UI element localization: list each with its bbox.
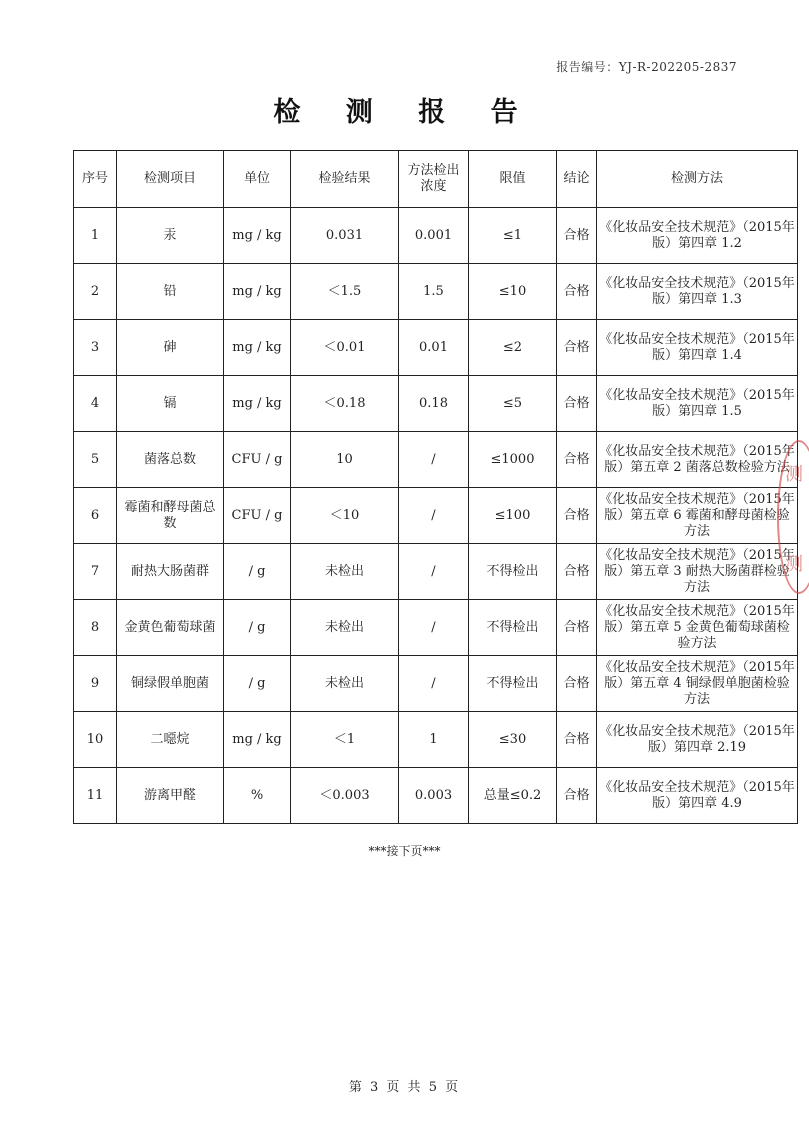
cell-result: 未检出: [291, 656, 399, 712]
cell-item: 金黄色葡萄球菌: [117, 600, 224, 656]
cell-method: 《化妆品安全技术规范》（2015年版）第五章 4 铜绿假单胞菌检验方法: [597, 656, 798, 712]
cell-method: 《化妆品安全技术规范》（2015年版）第五章 6 霉菌和酵母菌检验方法: [597, 488, 798, 544]
cell-unit: / g: [224, 544, 291, 600]
header-cell-result: 检验结果: [291, 151, 399, 208]
cell-detection-limit: /: [399, 488, 469, 544]
cell-limit: ≤30: [469, 712, 557, 768]
cell-method: 《化妆品安全技术规范》（2015年版）第四章 2.19: [597, 712, 798, 768]
table-row: [74, 320, 798, 376]
cell-detection-limit: 1.5: [399, 264, 469, 320]
cell-detection-limit: /: [399, 544, 469, 600]
cell-result: ＜0.003: [291, 768, 399, 824]
cell-detection-limit: 1: [399, 712, 469, 768]
cell-method: 《化妆品安全技术规范》（2015年版）第五章 2 菌落总数检验方法: [597, 432, 798, 488]
header-cell-method: 检测方法: [597, 151, 798, 208]
cell-limit: 总量≤0.2: [469, 768, 557, 824]
table-row: [74, 488, 798, 544]
cell-result: ＜1.5: [291, 264, 399, 320]
cell-conclusion: 合格: [557, 768, 597, 824]
cell-method: 《化妆品安全技术规范》（2015年版）第四章 1.4: [597, 320, 798, 376]
cell-item: 霉菌和酵母菌总数: [117, 488, 224, 544]
cell-limit: ≤5: [469, 376, 557, 432]
report-number: 报告编号：YJ-R-202205-2837: [556, 60, 737, 74]
cell-limit: 不得检出: [469, 656, 557, 712]
cell-method: 《化妆品安全技术规范》（2015年版）第四章 4.9: [597, 768, 798, 824]
cell-detection-limit: /: [399, 656, 469, 712]
page-title: 检 测 报 告: [273, 97, 536, 128]
cell-index: 4: [74, 376, 117, 432]
cell-unit: %: [224, 768, 291, 824]
header-cell-unit: 单位: [224, 151, 291, 208]
cell-result: ＜10: [291, 488, 399, 544]
cell-unit: mg / kg: [224, 712, 291, 768]
cell-method: 《化妆品安全技术规范》（2015年版）第四章 1.2: [597, 208, 798, 264]
results-table: [73, 150, 798, 824]
cell-conclusion: 合格: [557, 712, 597, 768]
seal-char: 测: [785, 554, 803, 575]
table-row: [74, 264, 798, 320]
cell-limit: 不得检出: [469, 600, 557, 656]
table-row: [74, 376, 798, 432]
cell-index: 8: [74, 600, 117, 656]
seal-char: 测: [785, 464, 803, 485]
cell-limit: ≤1000: [469, 432, 557, 488]
cell-conclusion: 合格: [557, 544, 597, 600]
cell-index: 9: [74, 656, 117, 712]
cell-unit: CFU / g: [224, 432, 291, 488]
cell-result: 0.031: [291, 208, 399, 264]
cell-item: 镉: [117, 376, 224, 432]
cell-conclusion: 合格: [557, 432, 597, 488]
cell-index: 7: [74, 544, 117, 600]
cell-unit: mg / kg: [224, 320, 291, 376]
header-cell-detection-limit: 方法检出浓度: [399, 151, 469, 208]
cell-index: 5: [74, 432, 117, 488]
cell-index: 3: [74, 320, 117, 376]
cell-conclusion: 合格: [557, 320, 597, 376]
table-row: [74, 600, 798, 656]
table-row: [74, 544, 798, 600]
header-cell-item: 检测项目: [117, 151, 224, 208]
continue-note: ***接下页***: [368, 844, 441, 858]
cell-detection-limit: /: [399, 432, 469, 488]
cell-index: 11: [74, 768, 117, 824]
header-cell-index: 序号: [74, 151, 117, 208]
cell-conclusion: 合格: [557, 656, 597, 712]
cell-unit: mg / kg: [224, 376, 291, 432]
cell-conclusion: 合格: [557, 376, 597, 432]
table-body: [74, 208, 798, 824]
cell-item: 铅: [117, 264, 224, 320]
cell-method: 《化妆品安全技术规范》（2015年版）第五章 3 耐热大肠菌群检验方法: [597, 544, 798, 600]
cell-item: 耐热大肠菌群: [117, 544, 224, 600]
cell-unit: mg / kg: [224, 208, 291, 264]
cell-item: 菌落总数: [117, 432, 224, 488]
cell-limit: 不得检出: [469, 544, 557, 600]
cell-index: 1: [74, 208, 117, 264]
cell-conclusion: 合格: [557, 208, 597, 264]
cell-method: 《化妆品安全技术规范》（2015年版）第四章 1.5: [597, 376, 798, 432]
cell-result: ＜0.18: [291, 376, 399, 432]
table-row: [74, 432, 798, 488]
cell-limit: ≤100: [469, 488, 557, 544]
cell-method: 《化妆品安全技术规范》（2015年版）第四章 1.3: [597, 264, 798, 320]
table-row: [74, 768, 798, 824]
cell-limit: ≤2: [469, 320, 557, 376]
cell-limit: ≤1: [469, 208, 557, 264]
cell-unit: CFU / g: [224, 488, 291, 544]
cell-limit: ≤10: [469, 264, 557, 320]
cell-conclusion: 合格: [557, 600, 597, 656]
cell-result: 未检出: [291, 600, 399, 656]
cell-result: ＜0.01: [291, 320, 399, 376]
table-row: [74, 712, 798, 768]
cell-detection-limit: 0.18: [399, 376, 469, 432]
cell-index: 2: [74, 264, 117, 320]
header-cell-conclusion: 结论: [557, 151, 597, 208]
cell-item: 铜绿假单胞菌: [117, 656, 224, 712]
header-cell-limit: 限值: [469, 151, 557, 208]
cell-index: 10: [74, 712, 117, 768]
cell-conclusion: 合格: [557, 264, 597, 320]
cell-unit: mg / kg: [224, 264, 291, 320]
table-row: [74, 208, 798, 264]
cell-conclusion: 合格: [557, 488, 597, 544]
cell-item: 游离甲醛: [117, 768, 224, 824]
page-number: 第 3 页 共 5 页: [348, 1080, 461, 1095]
cell-detection-limit: 0.01: [399, 320, 469, 376]
cell-index: 6: [74, 488, 117, 544]
table-row: [74, 656, 798, 712]
cell-detection-limit: 0.003: [399, 768, 469, 824]
cell-result: 未检出: [291, 544, 399, 600]
table-header-row: [74, 151, 798, 208]
cell-unit: / g: [224, 656, 291, 712]
cell-result: 10: [291, 432, 399, 488]
cell-item: 汞: [117, 208, 224, 264]
cell-detection-limit: 0.001: [399, 208, 469, 264]
cell-item: 二噁烷: [117, 712, 224, 768]
cell-result: ＜1: [291, 712, 399, 768]
cell-item: 砷: [117, 320, 224, 376]
cell-detection-limit: /: [399, 600, 469, 656]
cell-unit: / g: [224, 600, 291, 656]
cell-method: 《化妆品安全技术规范》（2015年版）第五章 5 金黄色葡萄球菌检验方法: [597, 600, 798, 656]
